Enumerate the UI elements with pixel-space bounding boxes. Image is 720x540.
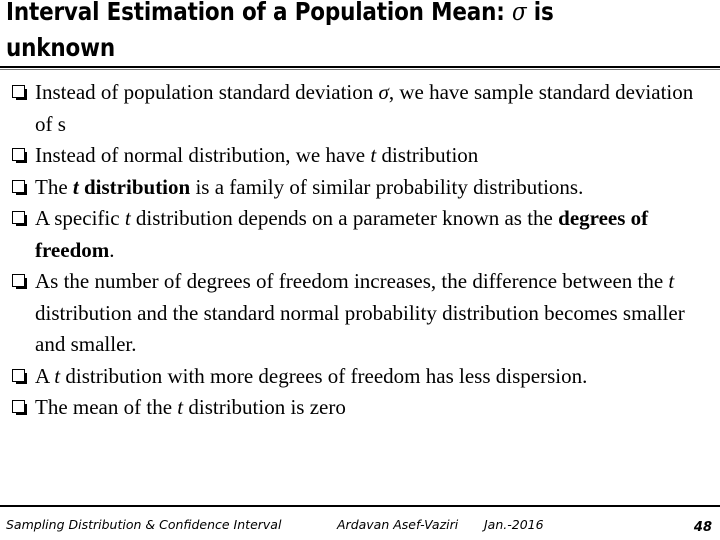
title-suffix: is unknown <box>6 0 554 62</box>
bullet-text: t <box>177 395 184 419</box>
title-prefix: Interval Estimation of a Population Mean: <box>6 0 512 26</box>
bullet-text: , we have sample standard deviation of s <box>35 80 694 136</box>
bullet-text: σ <box>378 80 389 104</box>
bullet-text: distribution depends on a parameter known as the <box>130 206 559 230</box>
bullet-text: The <box>35 174 73 199</box>
bullet-list <box>12 77 712 424</box>
footer-date: Jan.-2016 <box>484 517 544 532</box>
checkbox-bullet-icon <box>12 400 27 415</box>
slide-title <box>6 0 608 66</box>
page-number: 48 <box>693 520 712 535</box>
bullet-text: The mean of the <box>35 395 178 419</box>
bullet-text: A <box>35 363 55 388</box>
bullet-item <box>12 361 712 393</box>
bullet-text: is a family of similar probability distributions. <box>190 174 584 199</box>
bullet-text: t <box>72 174 79 199</box>
footer-divider <box>0 505 720 507</box>
bullet-item <box>12 140 712 172</box>
bullet-text: t <box>124 206 131 230</box>
bullet-text: t <box>370 143 377 167</box>
bullet-text: distribution and the standard normal probability distribution becomes smaller and smaller. <box>35 300 685 356</box>
bullet-text: Instead of normal distribution, we have <box>35 143 371 167</box>
bullet-text: A specific <box>35 206 125 230</box>
checkbox-bullet-icon <box>12 85 27 100</box>
footer-course: Sampling Distribution & Confidence Interval <box>6 517 282 532</box>
bullet-text: t <box>54 363 61 388</box>
bullet-item <box>12 392 712 424</box>
checkbox-bullet-icon <box>12 211 27 226</box>
bullet-text: degrees of freedom <box>35 206 649 262</box>
checkbox-bullet-icon <box>12 180 27 195</box>
sigma-symbol: σ <box>511 0 527 26</box>
bullet-text: distribution <box>78 174 191 199</box>
checkbox-bullet-icon <box>12 274 27 289</box>
checkbox-bullet-icon <box>12 148 27 163</box>
bullet-text: distribution is zero <box>183 395 346 419</box>
footer-author: Ardavan Asef-Vaziri <box>337 517 459 532</box>
title-divider-shadow <box>0 69 720 70</box>
bullet-text: distribution with more degrees of freedom has less dispersion. <box>60 363 588 388</box>
bullet-item <box>12 77 712 140</box>
bullet-item <box>12 266 712 361</box>
bullet-text: As the number of degrees of freedom increases, the difference between the <box>35 269 669 293</box>
bullet-text: . <box>109 237 115 262</box>
bullet-text: distribution <box>376 143 479 167</box>
title-divider <box>0 66 720 68</box>
bullet-text: Instead of population standard deviation <box>35 80 379 104</box>
bullet-item <box>12 203 712 266</box>
bullet-item <box>12 172 712 204</box>
checkbox-bullet-icon <box>12 369 27 384</box>
bullet-text: t <box>668 269 675 293</box>
